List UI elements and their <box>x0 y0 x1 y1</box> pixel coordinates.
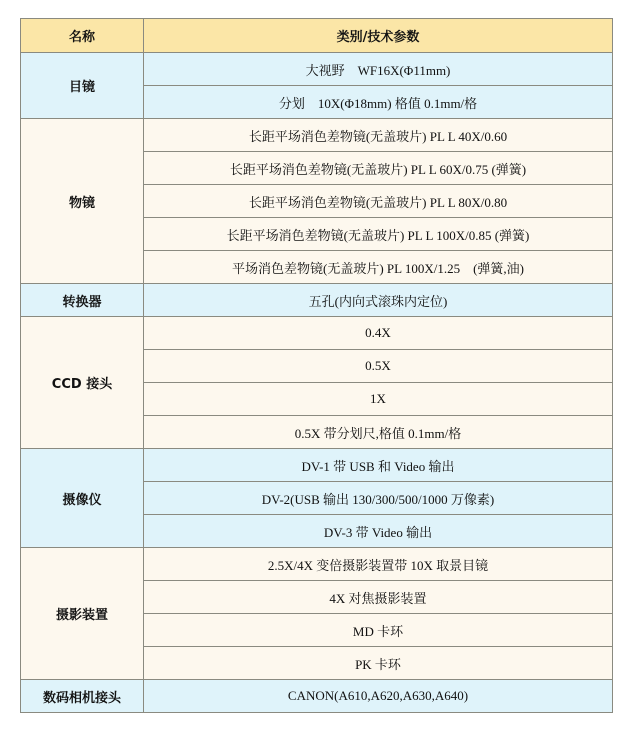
spec-value: PK 卡环 <box>144 647 613 680</box>
spec-value: CANON(A610,A620,A630,A640) <box>144 680 613 713</box>
table-row <box>21 317 613 350</box>
table-row <box>21 449 613 482</box>
category-name: 数码相机接头 <box>21 680 144 713</box>
spec-value: DV-2(USB 输出 130/300/500/1000 万像素) <box>144 482 613 515</box>
category-name: 转换器 <box>21 284 144 317</box>
spec-value: DV-1 带 USB 和 Video 输出 <box>144 449 613 482</box>
category-name: CCD 接头 <box>21 317 144 449</box>
spec-value: 长距平场消色差物镜(无盖玻片) PL L 40X/0.60 <box>144 119 613 152</box>
spec-value: 分划 10X(Φ18mm) 格值 0.1mm/格 <box>144 86 613 119</box>
category-name: 目镜 <box>21 53 144 119</box>
table-row <box>21 680 613 713</box>
header-spec: 类别/技术参数 <box>144 19 613 53</box>
spec-value: 4X 对焦摄影装置 <box>144 581 613 614</box>
spec-value: DV-3 带 Video 输出 <box>144 515 613 548</box>
category-name: 摄像仪 <box>21 449 144 548</box>
spec-value: 大视野 WF16X(Φ11mm) <box>144 53 613 86</box>
spec-value: 0.4X <box>144 317 613 350</box>
spec-value: MD 卡环 <box>144 614 613 647</box>
table-row <box>21 53 613 86</box>
spec-value: 0.5X 带分划尺,格值 0.1mm/格 <box>144 416 613 449</box>
spec-value: 长距平场消色差物镜(无盖玻片) PL L 80X/0.80 <box>144 185 613 218</box>
spec-value: 五孔(内向式滚珠内定位) <box>144 284 613 317</box>
header-name: 名称 <box>21 19 144 53</box>
spec-value: 长距平场消色差物镜(无盖玻片) PL L 60X/0.75 (弹簧) <box>144 152 613 185</box>
table-row <box>21 284 613 317</box>
spec-value: 长距平场消色差物镜(无盖玻片) PL L 100X/0.85 (弹簧) <box>144 218 613 251</box>
category-name: 摄影装置 <box>21 548 144 680</box>
category-name: 物镜 <box>21 119 144 284</box>
spec-value: 0.5X <box>144 350 613 383</box>
table-row <box>21 119 613 152</box>
spec-value: 平场消色差物镜(无盖玻片) PL 100X/1.25 (弹簧,油) <box>144 251 613 284</box>
table-body <box>21 53 613 713</box>
spec-value: 1X <box>144 383 613 416</box>
spec-table <box>20 18 613 713</box>
header-row <box>21 19 613 53</box>
table-row <box>21 548 613 581</box>
spec-value: 2.5X/4X 变倍摄影装置带 10X 取景目镜 <box>144 548 613 581</box>
